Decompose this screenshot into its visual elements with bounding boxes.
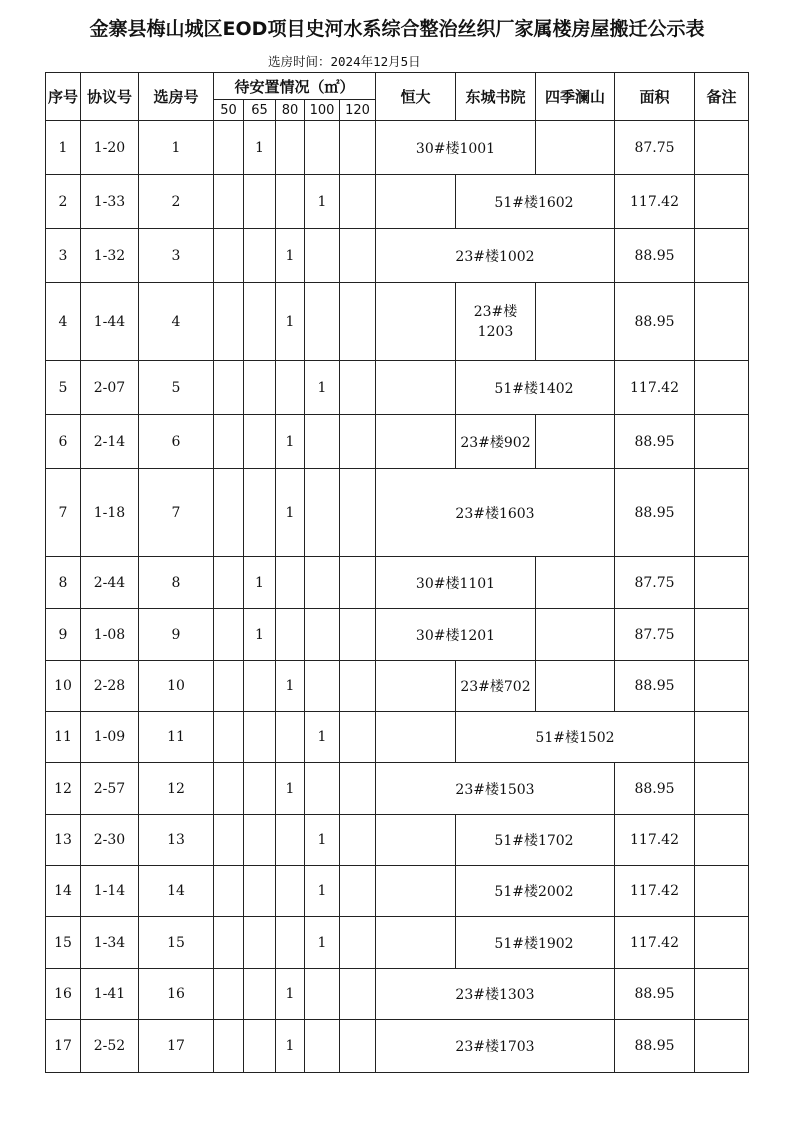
- assignment-cell: 23#楼902: [456, 415, 536, 469]
- size-50-cell: [214, 969, 244, 1020]
- remark-cell: [695, 361, 749, 415]
- agreement-cell: 2-52: [81, 1020, 139, 1073]
- size-80-cell: 1: [276, 661, 305, 712]
- table-row: [46, 557, 749, 609]
- remark-cell: [695, 121, 749, 175]
- size-100-cell: [305, 557, 340, 609]
- size-120-cell: [340, 469, 376, 557]
- size-50-cell: [214, 121, 244, 175]
- size-120-cell: [340, 121, 376, 175]
- select-cell: 9: [139, 609, 214, 661]
- size-100-cell: [305, 763, 340, 815]
- header-hengda: 恒大: [376, 73, 456, 121]
- remark-cell: [695, 229, 749, 283]
- hengda-cell: [376, 283, 456, 361]
- assignment-cell: [456, 283, 536, 361]
- remark-cell: [695, 557, 749, 609]
- table-row: [46, 229, 749, 283]
- assignment-cell: 51#楼1902: [456, 917, 615, 969]
- header-pending: 待安置情况（㎡）: [214, 73, 376, 100]
- size-120-cell: [340, 609, 376, 661]
- hengda-cell: [376, 361, 456, 415]
- size-120-cell: [340, 661, 376, 712]
- size-120-cell: [340, 815, 376, 866]
- area-cell: 117.42: [615, 175, 695, 229]
- table-row: [46, 415, 749, 469]
- assignment-cell: 51#楼1702: [456, 815, 615, 866]
- size-50-cell: [214, 815, 244, 866]
- seq-cell: 15: [46, 917, 81, 969]
- size-120-cell: [340, 229, 376, 283]
- header-dongcheng: 东城书院: [456, 73, 536, 121]
- remark-cell: [695, 175, 749, 229]
- size-120-cell: [340, 917, 376, 969]
- size-65-cell: 1: [244, 121, 276, 175]
- select-cell: 13: [139, 815, 214, 866]
- size-50-cell: [214, 661, 244, 712]
- size-80-cell: [276, 557, 305, 609]
- area-cell: 88.95: [615, 283, 695, 361]
- size-120-cell: [340, 175, 376, 229]
- seq-cell: 13: [46, 815, 81, 866]
- size-80-cell: 1: [276, 1020, 305, 1073]
- select-cell: 6: [139, 415, 214, 469]
- size-50-cell: [214, 866, 244, 917]
- remark-cell: [695, 763, 749, 815]
- hengda-cell: [376, 661, 456, 712]
- assignment-cell: 51#楼2002: [456, 866, 615, 917]
- select-cell: 11: [139, 712, 214, 763]
- size-80-cell: [276, 866, 305, 917]
- assignment-cell: 23#楼1703: [376, 1020, 615, 1073]
- select-cell: 12: [139, 763, 214, 815]
- header-area: 面积: [615, 73, 695, 121]
- area-cell: 88.95: [615, 469, 695, 557]
- seq-cell: 14: [46, 866, 81, 917]
- assignment-cell: 23#楼1303: [376, 969, 615, 1020]
- select-cell: 5: [139, 361, 214, 415]
- seq-cell: 2: [46, 175, 81, 229]
- agreement-cell: 1-41: [81, 969, 139, 1020]
- size-120-cell: [340, 1020, 376, 1073]
- size-120-cell: [340, 415, 376, 469]
- table-row: [46, 609, 749, 661]
- siji-cell: [536, 283, 615, 361]
- size-120-cell: [340, 283, 376, 361]
- seq-cell: 17: [46, 1020, 81, 1073]
- assignment-cell: 51#楼1502: [456, 712, 695, 763]
- size-100-cell: [305, 415, 340, 469]
- assignment-line: 1203: [477, 323, 514, 340]
- select-cell: 4: [139, 283, 214, 361]
- size-100-cell: [305, 469, 340, 557]
- assignment-cell: 23#楼1503: [376, 763, 615, 815]
- seq-cell: 7: [46, 469, 81, 557]
- assignment-cell: 23#楼1002: [376, 229, 615, 283]
- header-siji: 四季澜山: [536, 73, 615, 121]
- seq-cell: 11: [46, 712, 81, 763]
- size-50-cell: [214, 175, 244, 229]
- header-agreement: 协议号: [81, 73, 139, 121]
- size-65-cell: [244, 283, 276, 361]
- agreement-cell: 1-09: [81, 712, 139, 763]
- size-80-cell: [276, 361, 305, 415]
- header-seq: 序号: [46, 73, 81, 121]
- select-cell: 16: [139, 969, 214, 1020]
- assignment-cell: 30#楼1001: [376, 121, 536, 175]
- hengda-cell: [376, 175, 456, 229]
- agreement-cell: 1-32: [81, 229, 139, 283]
- table-row: [46, 175, 749, 229]
- select-cell: 1: [139, 121, 214, 175]
- size-50-cell: [214, 361, 244, 415]
- table-row: [46, 661, 749, 712]
- size-80-cell: 1: [276, 763, 305, 815]
- size-80-cell: [276, 121, 305, 175]
- hengda-cell: [376, 415, 456, 469]
- page-title: 金寨县梅山城区EOD项目史河水系综合整治丝织厂家属楼房屋搬迁公示表: [89, 18, 705, 40]
- size-100-cell: [305, 661, 340, 712]
- hengda-cell: [376, 712, 456, 763]
- area-cell: 87.75: [615, 609, 695, 661]
- table-row: [46, 361, 749, 415]
- size-50-cell: [214, 917, 244, 969]
- size-100-cell: 1: [305, 712, 340, 763]
- size-50-cell: [214, 609, 244, 661]
- select-cell: 2: [139, 175, 214, 229]
- seq-cell: 9: [46, 609, 81, 661]
- table-row: [46, 121, 749, 175]
- size-65-cell: [244, 661, 276, 712]
- area-cell: 87.75: [615, 121, 695, 175]
- size-50-cell: [214, 763, 244, 815]
- header-row-1: [46, 73, 749, 100]
- seq-cell: 3: [46, 229, 81, 283]
- area-cell: 88.95: [615, 415, 695, 469]
- agreement-cell: 1-18: [81, 469, 139, 557]
- agreement-cell: 2-57: [81, 763, 139, 815]
- select-cell: 3: [139, 229, 214, 283]
- assignment-cell: 23#楼702: [456, 661, 536, 712]
- size-65-cell: [244, 917, 276, 969]
- assignment-cell: 30#楼1101: [376, 557, 536, 609]
- hengda-cell: [376, 866, 456, 917]
- remark-cell: [695, 712, 749, 763]
- size-65-cell: [244, 469, 276, 557]
- seq-cell: 16: [46, 969, 81, 1020]
- agreement-cell: 1-34: [81, 917, 139, 969]
- size-100-cell: [305, 229, 340, 283]
- agreement-cell: 1-33: [81, 175, 139, 229]
- size-65-cell: [244, 712, 276, 763]
- seq-cell: 1: [46, 121, 81, 175]
- size-50-cell: [214, 469, 244, 557]
- size-120-cell: [340, 361, 376, 415]
- assignment-cell: 23#楼1603: [376, 469, 615, 557]
- selection-date: 选房时间：2024年12月5日: [268, 54, 421, 69]
- siji-cell: [536, 661, 615, 712]
- agreement-cell: 2-30: [81, 815, 139, 866]
- siji-cell: [536, 557, 615, 609]
- size-80-cell: [276, 712, 305, 763]
- select-cell: 8: [139, 557, 214, 609]
- remark-cell: [695, 969, 749, 1020]
- size-65-cell: [244, 1020, 276, 1073]
- remark-cell: [695, 815, 749, 866]
- table-row: [46, 469, 749, 557]
- area-cell: 87.75: [615, 557, 695, 609]
- size-100-cell: 1: [305, 866, 340, 917]
- remark-cell: [695, 661, 749, 712]
- size-80-cell: 1: [276, 415, 305, 469]
- area-cell: 88.95: [615, 661, 695, 712]
- select-cell: 7: [139, 469, 214, 557]
- assignment-cell: 51#楼1402: [456, 361, 615, 415]
- size-120-cell: [340, 557, 376, 609]
- agreement-cell: 1-14: [81, 866, 139, 917]
- size-100-cell: 1: [305, 361, 340, 415]
- agreement-cell: 2-44: [81, 557, 139, 609]
- agreement-cell: 1-44: [81, 283, 139, 361]
- table-row: [46, 712, 749, 763]
- area-cell: 88.95: [615, 969, 695, 1020]
- size-120-cell: [340, 712, 376, 763]
- size-100-cell: [305, 609, 340, 661]
- siji-cell: [536, 415, 615, 469]
- size-80-cell: [276, 175, 305, 229]
- size-65-cell: [244, 763, 276, 815]
- header-size-100: 100: [305, 100, 340, 121]
- agreement-cell: 1-08: [81, 609, 139, 661]
- size-50-cell: [214, 712, 244, 763]
- agreement-cell: 2-07: [81, 361, 139, 415]
- siji-cell: [536, 609, 615, 661]
- hengda-cell: [376, 917, 456, 969]
- remark-cell: [695, 1020, 749, 1073]
- size-50-cell: [214, 1020, 244, 1073]
- size-65-cell: [244, 361, 276, 415]
- size-100-cell: 1: [305, 175, 340, 229]
- size-65-cell: [244, 866, 276, 917]
- table-row: [46, 866, 749, 917]
- size-65-cell: [244, 175, 276, 229]
- size-65-cell: [244, 815, 276, 866]
- area-cell: 88.95: [615, 1020, 695, 1073]
- seq-cell: 8: [46, 557, 81, 609]
- header-size-80: 80: [276, 100, 305, 121]
- size-50-cell: [214, 415, 244, 469]
- area-cell: 88.95: [615, 229, 695, 283]
- size-120-cell: [340, 969, 376, 1020]
- size-80-cell: 1: [276, 469, 305, 557]
- area-cell: 117.42: [615, 361, 695, 415]
- remark-cell: [695, 283, 749, 361]
- assignment-cell: 51#楼1602: [456, 175, 615, 229]
- select-cell: 14: [139, 866, 214, 917]
- size-100-cell: [305, 969, 340, 1020]
- select-cell: 17: [139, 1020, 214, 1073]
- assignment-line: 23#楼: [473, 303, 518, 320]
- hengda-cell: [376, 815, 456, 866]
- size-80-cell: 1: [276, 283, 305, 361]
- size-80-cell: [276, 609, 305, 661]
- siji-cell: [536, 121, 615, 175]
- size-80-cell: 1: [276, 229, 305, 283]
- table-row: [46, 763, 749, 815]
- size-65-cell: 1: [244, 557, 276, 609]
- header-size-120: 120: [340, 100, 376, 121]
- area-cell: 117.42: [615, 866, 695, 917]
- area-cell: 88.95: [615, 763, 695, 815]
- seq-cell: 4: [46, 283, 81, 361]
- header-size-50: 50: [214, 100, 244, 121]
- remark-cell: [695, 415, 749, 469]
- agreement-cell: 2-14: [81, 415, 139, 469]
- size-80-cell: [276, 917, 305, 969]
- seq-cell: 12: [46, 763, 81, 815]
- size-50-cell: [214, 557, 244, 609]
- select-cell: 10: [139, 661, 214, 712]
- assignment-cell: 30#楼1201: [376, 609, 536, 661]
- relocation-table: [45, 72, 749, 1073]
- remark-cell: [695, 609, 749, 661]
- size-120-cell: [340, 866, 376, 917]
- size-65-cell: 1: [244, 609, 276, 661]
- area-cell: 117.42: [615, 815, 695, 866]
- area-cell: 117.42: [615, 917, 695, 969]
- agreement-cell: 2-28: [81, 661, 139, 712]
- remark-cell: [695, 866, 749, 917]
- table-row: [46, 1020, 749, 1073]
- size-100-cell: [305, 1020, 340, 1073]
- size-80-cell: 1: [276, 969, 305, 1020]
- size-100-cell: [305, 121, 340, 175]
- header-size-65: 65: [244, 100, 276, 121]
- size-80-cell: [276, 815, 305, 866]
- remark-cell: [695, 917, 749, 969]
- table-row: [46, 283, 749, 361]
- size-65-cell: [244, 969, 276, 1020]
- select-cell: 15: [139, 917, 214, 969]
- header-remark: 备注: [695, 73, 749, 121]
- header-room-select: 选房号: [139, 73, 214, 121]
- seq-cell: 10: [46, 661, 81, 712]
- remark-cell: [695, 469, 749, 557]
- size-50-cell: [214, 283, 244, 361]
- table-row: [46, 969, 749, 1020]
- table-row: [46, 917, 749, 969]
- size-65-cell: [244, 229, 276, 283]
- size-100-cell: 1: [305, 917, 340, 969]
- agreement-cell: 1-20: [81, 121, 139, 175]
- seq-cell: 5: [46, 361, 81, 415]
- size-50-cell: [214, 229, 244, 283]
- size-65-cell: [244, 415, 276, 469]
- size-100-cell: 1: [305, 815, 340, 866]
- size-100-cell: [305, 283, 340, 361]
- table-row: [46, 815, 749, 866]
- size-120-cell: [340, 763, 376, 815]
- seq-cell: 6: [46, 415, 81, 469]
